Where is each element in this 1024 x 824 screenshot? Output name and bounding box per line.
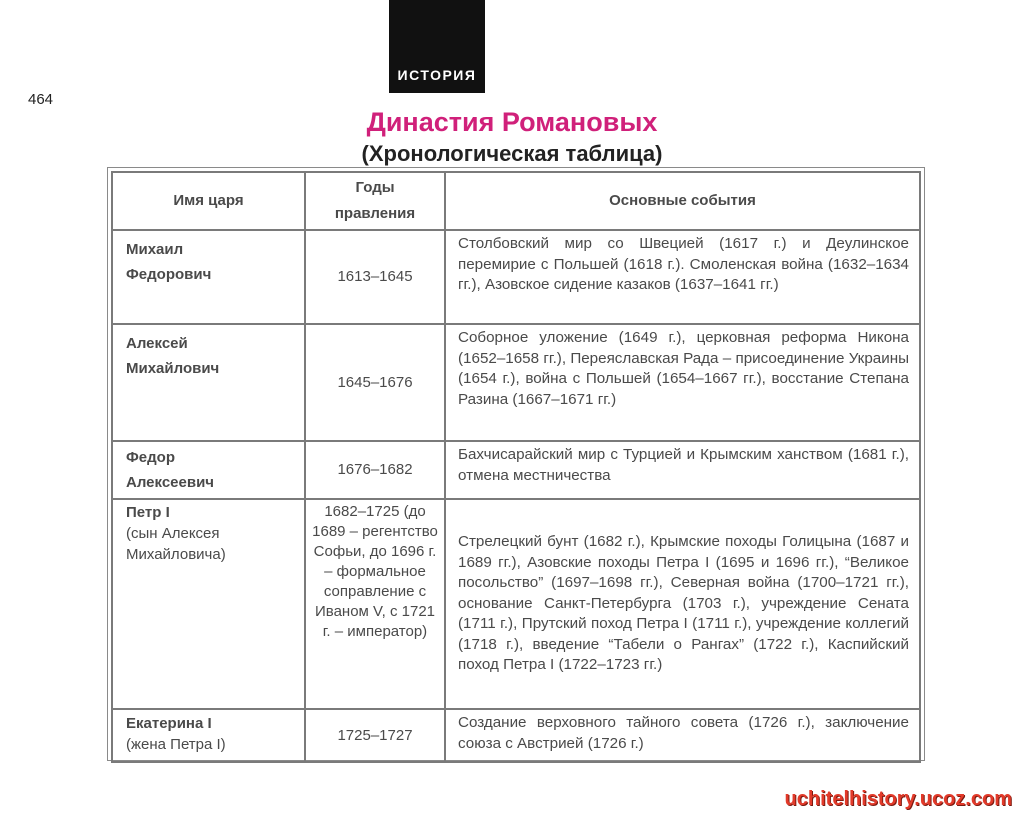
- tsar-name-cell: [112, 499, 305, 709]
- reign-years: 1725–1727: [305, 709, 445, 762]
- main-events: Соборное уложение (1649 г.), церковная реформа Никона (1652–1658 гг.), Переяславская Рада – присоединение Украины (1654 г.), война с Польшей (1654–1667 гг.), восстание Степана Разина (1667–1671 гг.): [445, 324, 920, 441]
- page-title: Династия Романовых: [366, 107, 658, 137]
- tsar-name-cell: [112, 324, 305, 441]
- tsar-name: Федор Алексеевич: [126, 449, 214, 491]
- section-label: ИСТОРИЯ: [397, 67, 477, 83]
- main-events: Стрелецкий бунт (1682 г.), Крымские походы Голицына (1687 и 1689 гг.), Азовские походы Петра I (1695 и 1696 гг.), “Великое посольство” (1697–1698 гг.), Северная война (1700–1721 гг.), основание Санкт-Петербурга (1703 г.), учреждение Сената (1711 г.), Прутский поход Петра I (1711 г.), учреждение коллегий (1718 г.), введение “Табели о Рангах” (1722 г.), Каспийский поход Петра I (1722–1723 гг.): [445, 499, 920, 709]
- table-row: [112, 709, 920, 762]
- tsar-name-cell: [112, 441, 305, 499]
- chronology-table: [111, 171, 921, 763]
- reign-years: 1613–1645: [305, 230, 445, 324]
- tsar-name: Петр I: [126, 504, 170, 521]
- column-header-name: Имя царя: [112, 172, 305, 230]
- site-watermark: uchitelhistory.ucoz.com: [784, 788, 1012, 810]
- page-number: 464: [28, 91, 54, 108]
- tsar-name-cell: [112, 230, 305, 324]
- tsar-name: Алексей Михайлович: [126, 335, 220, 377]
- reign-years: 1682–1725 (до 1689 – регентство Софьи, до 1696 г. – формальное соправление с Иваном V, с 1721 г. – император): [305, 499, 445, 709]
- main-events: Бахчисарайский мир с Турцией и Крымским ханством (1681 г.), отмена местничества: [445, 441, 920, 499]
- tsar-note: (сын Алексея Михайловича): [126, 525, 226, 563]
- tsar-name-cell: [112, 709, 305, 762]
- tsar-name: Михаил Федорович: [126, 241, 212, 283]
- reign-years: 1645–1676: [305, 324, 445, 441]
- reign-years: 1676–1682: [305, 441, 445, 499]
- main-events: Создание верховного тайного совета (1726 г.), заключение союза с Австрией (1726 г.): [445, 709, 920, 762]
- section-header-tab: [389, 0, 485, 93]
- table-header-row: [112, 172, 920, 230]
- column-header-years: Годы правления: [305, 172, 445, 230]
- tsar-note: (жена Петра I): [126, 736, 226, 753]
- table-row: [112, 441, 920, 499]
- main-events: Столбовский мир со Швецией (1617 г.) и Деулинское перемирие с Польшей (1618 г.). Смоленская война (1632–1634 гг.), Азовское сидение казаков (1637–1641 гг.): [445, 230, 920, 324]
- chronology-table-frame: [107, 167, 925, 761]
- table-row: [112, 230, 920, 324]
- table-row: [112, 324, 920, 441]
- column-header-events: Основные события: [445, 172, 920, 230]
- tsar-name: Екатерина I: [126, 715, 212, 732]
- table-row: [112, 499, 920, 709]
- page-subtitle: (Хронологическая таблица): [361, 141, 663, 166]
